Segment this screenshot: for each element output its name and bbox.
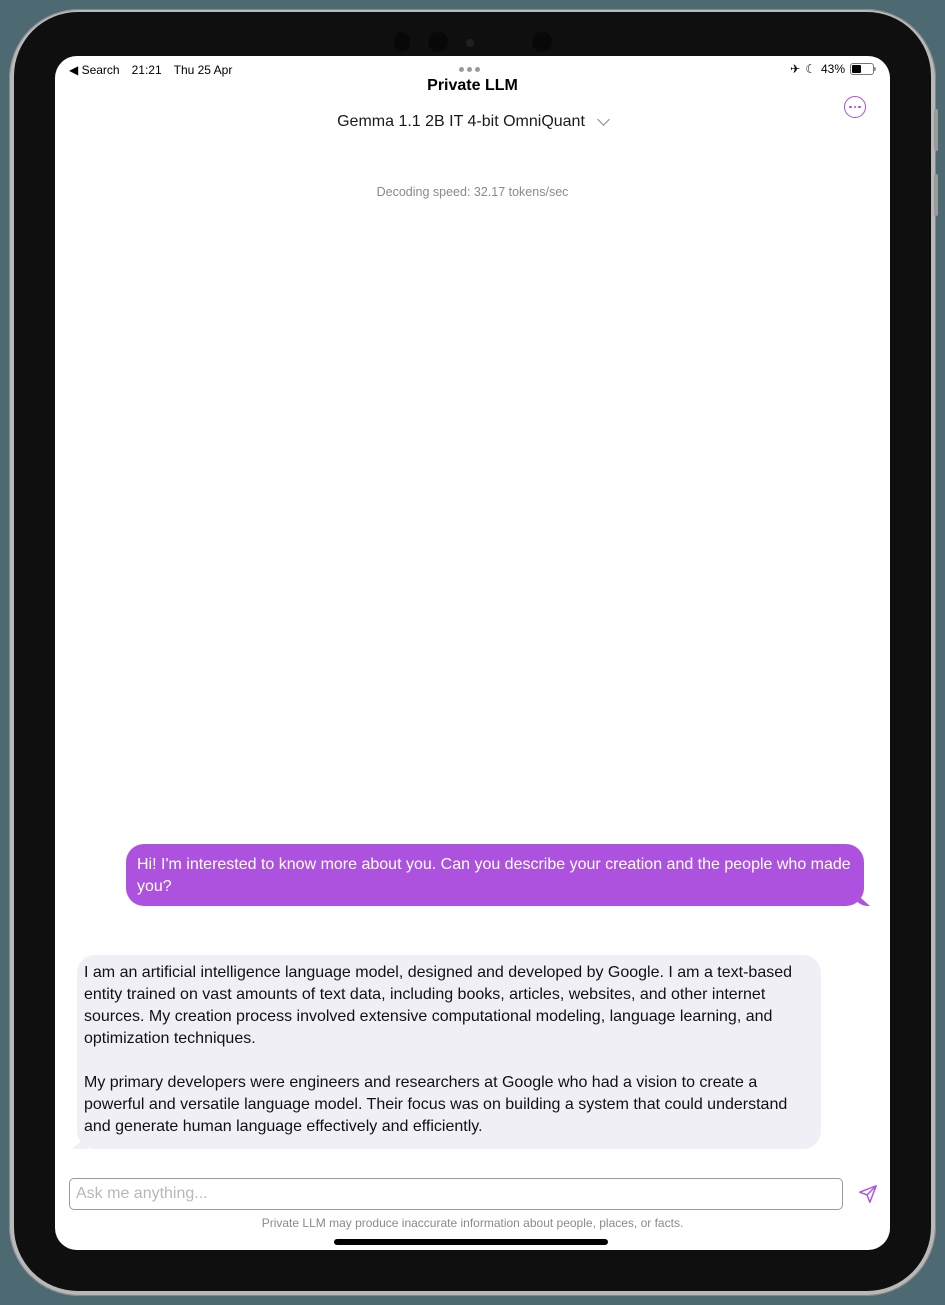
message-input[interactable] — [69, 1178, 843, 1210]
user-message-bubble — [126, 844, 864, 906]
sensor — [428, 32, 448, 52]
decoding-speed: Decoding speed: 32.17 tokens/sec — [376, 185, 569, 199]
sensor — [394, 32, 410, 52]
assistant-paragraph: My primary developers were engineers and researchers at Google who had a vision to create a powerful and versatile language model. Their focus was on building a system that could understand and generate human language effectively and efficiently. — [84, 1074, 788, 1135]
volume-down-button — [934, 174, 938, 216]
assistant-message-bubble — [77, 955, 821, 1149]
multitasking-dots-icon[interactable] — [459, 67, 480, 72]
sensor — [532, 32, 552, 52]
user-message-text: Hi! I'm interested to know more about you. Can you describe your creation and the people who made you? — [137, 856, 851, 895]
status-time: 21:21 — [131, 63, 162, 77]
model-selector[interactable] — [55, 113, 890, 131]
front-camera — [466, 39, 474, 47]
status-date: Thu 25 Apr — [173, 63, 233, 77]
airplane-icon: ✈ — [790, 62, 801, 76]
assistant-paragraph: I am an artificial intelligence language model, designed and developed by Google. I am a text-based entity trained on vast amounts of text data, including books, articles, websites, and other internet sources. My creation process involved extensive computational modeling, language learning, and optimization techniques. — [84, 964, 793, 1047]
battery-percent: 43% — [820, 62, 845, 76]
back-to-search-link[interactable]: ◀ Search — [69, 63, 120, 77]
composer — [69, 1178, 879, 1210]
app-screen — [55, 56, 890, 1250]
volume-up-button — [934, 109, 938, 151]
model-name: Gemma 1.1 2B IT 4-bit OmniQuant — [337, 113, 585, 130]
battery-icon — [850, 63, 874, 75]
disclaimer-text: Private LLM may produce inaccurate information about people, places, or facts. — [261, 1216, 684, 1230]
page-title: Private LLM — [427, 77, 518, 94]
chevron-down-icon — [597, 113, 610, 126]
moon-icon: ☾ — [805, 62, 816, 76]
home-indicator[interactable] — [334, 1239, 608, 1245]
send-icon[interactable] — [857, 1183, 879, 1205]
